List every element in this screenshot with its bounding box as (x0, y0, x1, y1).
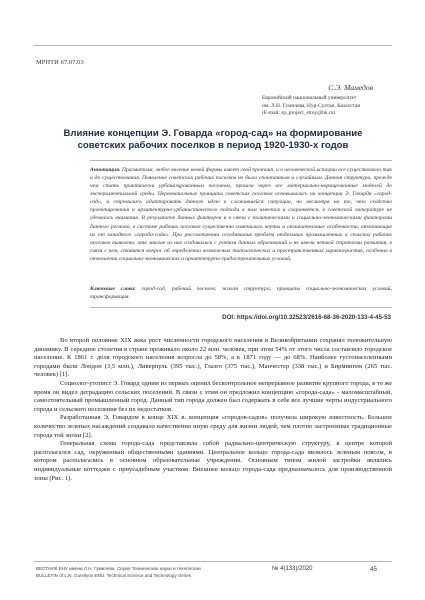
keywords-text: город-сад, рабочий поселок, жилая структура, принципы социально-экономических условий, трансформация. (90, 286, 392, 301)
abstract-bottom-rule (90, 307, 392, 308)
journal-name (36, 566, 201, 579)
abstract-label: Аннотация. (90, 167, 121, 173)
issue-number: № 4(133)/2020 (272, 566, 313, 572)
keywords-label: Ключевые слова: (90, 286, 136, 292)
affiliation-line: им. Л.Н. Гумилева, Нур-Султан, Казахстан (262, 102, 361, 109)
keywords (90, 285, 392, 301)
title-line: советских рабочих поселков в период 1920-1930-х годов (77, 140, 349, 151)
footer-rule (34, 561, 392, 562)
abstract-top-rule (90, 160, 392, 161)
body-paragraph: Во второй половине XIX века рост численности городского населения в Великобритании сохранял положительную динамику. В середине столетия в стране проживало около 22 млн. человек, при этом 54% от этого числа составляло городское население. К 1861 г. доля городского населения возросла до 58%, а к 1871 году — до 68%. Наиболее густонаселенными городами были Лондон (3,5 млн.), Ливерпуль (395 тыс.), Глазго (375 тыс.), Манчестер (338 тыс.) и Бирмингем (265 тыс. человек) [1]. (34, 337, 392, 379)
journal-name-en: BULLETIN of L.N. Gumilyov ENU. Technical Science and Technology Series (36, 572, 192, 578)
doi-link[interactable]: DOI: https://doi.org/10.32523/2616-68-36-2020-133-4-45-53 (222, 314, 391, 321)
abstract-text: Прагматизм, любое явление новой формы имеет свой протоип, и в человеческой истории все существовало так и до существования. Появление советских рабочих поселков не было спонтанным и случайным. Данная структура, прежде чем стать практически урбанизированным поселком, прошла через все материально-нормированные моделей до экспериментальной среды. Первоначальные принципы советских поселков основывались на концепции Э. Говарда «город-сад», и стремились адаптировать данную идею к сложившейся ситуации, но несмотря на то, что сходство проектирования и архитектурно-урбанистического подхода к ним имеется и сохраняется, в советской литературе не уделялось внимания. В результате данных факторов и в связи с политическими и социально-экономическими факторами данного региона, в системе рабочих поселков существенно изменились черты и отличительные особенности, отличающие их от западного «города-сада». При рассмотрении сегодняшних проблем отдельных промышленных и сельских рабочих поселков выявлено, что многие из них создавались с учетом данных образований и не имели четкой стратегии развития, в связи с чем, ставится вопрос об определении возможных типологических и пространственных характеристик, особенно в отношении социально-экономических и архитектурно-градостроительных условий. (90, 167, 392, 262)
journal-name-ru: ВЕСТНИК ЕНУ имени Л.Н. Гумилева. Серия Технические науки и технологии (36, 566, 201, 571)
udk-code: МРНТИ 67.07.03 (36, 59, 84, 66)
article-title (62, 128, 364, 152)
author-name: С.Э. Мамедов (328, 83, 373, 92)
article-body (34, 337, 392, 483)
body-paragraph: Социолог-утопист Э. Говард одним из первых оценил бесконтрольное непрерывное развитие крупного города, в то же время он видел деградацию сельских поселений. В связи с этим он предложил концепцию «города-сада» - маломасштабный, самостоятельный промышленный город. Данный тип города должен был содержать в себе все лучшие черты индустриального города и сельского поселения без их недостатков. (34, 379, 392, 413)
author-email: (E-mail: sp_project_stroy@bk.ru) (262, 110, 336, 117)
abstract (90, 166, 392, 263)
page-number: 45 (370, 566, 377, 573)
body-paragraph: Генеральная схема города-сада представляла собой радиально-центрическую структуру, в центре которой располагался сад, окруженный общественными зданиями. Центральное кольцо города-сада являлось зеленым поясом, в котором располагались в основном образовательные учреждения. Основным типом жилой застройки являлись индивидуальные коттеджи с приусадебным участком. Внешнее кольцо города-сада предназначалось для производственной зоны (Рис. 1). (34, 440, 392, 482)
body-paragraph: Разработанная Э. Говардом в конце XIX в. концепция «городов-садов» получила широкую известность. Большое количество зеленых насаждений создавало качественно иную среду для жизни людей, чем плотно застроенные традиционные города той эпохи [2]. (34, 414, 392, 439)
author-affiliation (262, 95, 392, 118)
title-line: Влияние концепции Э. Говарда «город-сад» на формирование (63, 128, 363, 139)
header-rule (34, 45, 392, 46)
affiliation-line: Евразийский национальный университет (262, 95, 357, 101)
